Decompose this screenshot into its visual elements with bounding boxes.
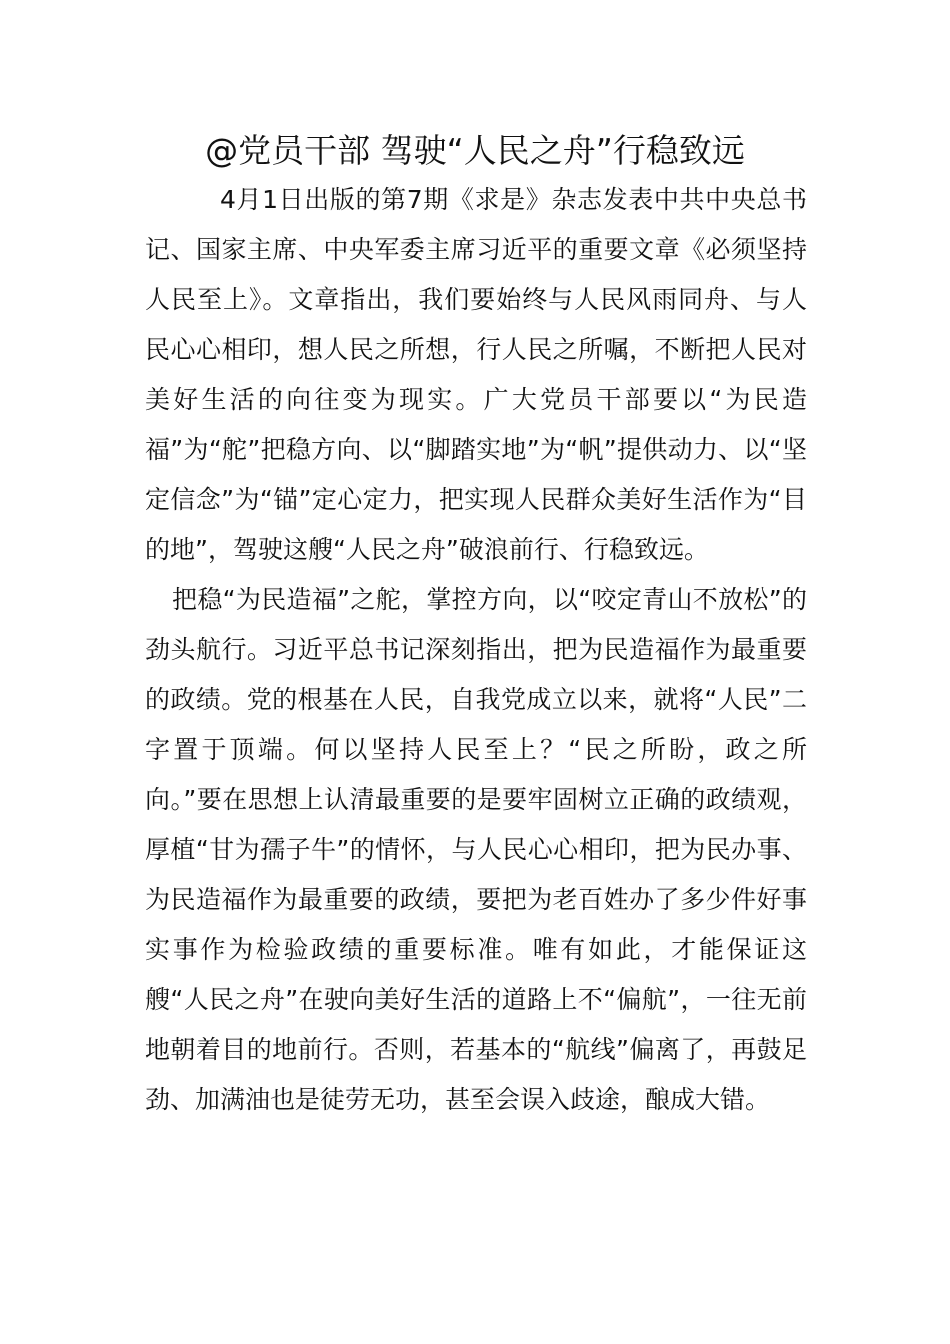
paragraph-intro: 4月1日出版的第7期《求是》杂志发表中共中央总书记、国家主席、中央军委主席习近平的重要文章《必须坚持人民至上》。文章指出，我们要始终与人民风雨同舟、与人民心心相印，想人民之所想，行人民之所嘱，不断把人民对美好生活的向往变为现实。广大党员干部要以“为民造福”为“舵”把稳方向、以“脚踏实地”为“帆”提供动力、以“坚定信念”为“锚”定心定力，把实现人民群众美好生活作为“目的地”，驾驶这艘“人民之舟”破浪前行、行稳致远。 [145, 185, 807, 564]
document-title: @党员干部 驾驶“人民之舟”行稳致远 [205, 131, 745, 170]
paragraph-rudder: 把稳“为民造福”之舵，掌控方向，以“咬定青山不放松”的劲头航行。习近平总书记深刻指出，把为民造福作为最重要的政绩。党的根基在人民，自我党成立以来，就将“人民”二字置于顶端。何以坚持人民至上？“民之所盼，政之所向。”要在思想上认清最重要的是要牢固树立正确的政绩观，厚植“甘为孺子牛”的情怀，与人民心心相印，把为民办事、为民造福作为最重要的政绩，要把为老百姓办了多少件好事实事作为检验政绩的重要标准。唯有如此，才能保证这艘“人民之舟”在驶向美好生活的道路上不“偏航”，一往无前地朝着目的地前行。否则，若基本的“航线”偏离了，再鼓足劲、加满油也是徒劳无功，甚至会误入歧途，酿成大错。 [145, 585, 807, 1114]
document-body [145, 175, 807, 1125]
